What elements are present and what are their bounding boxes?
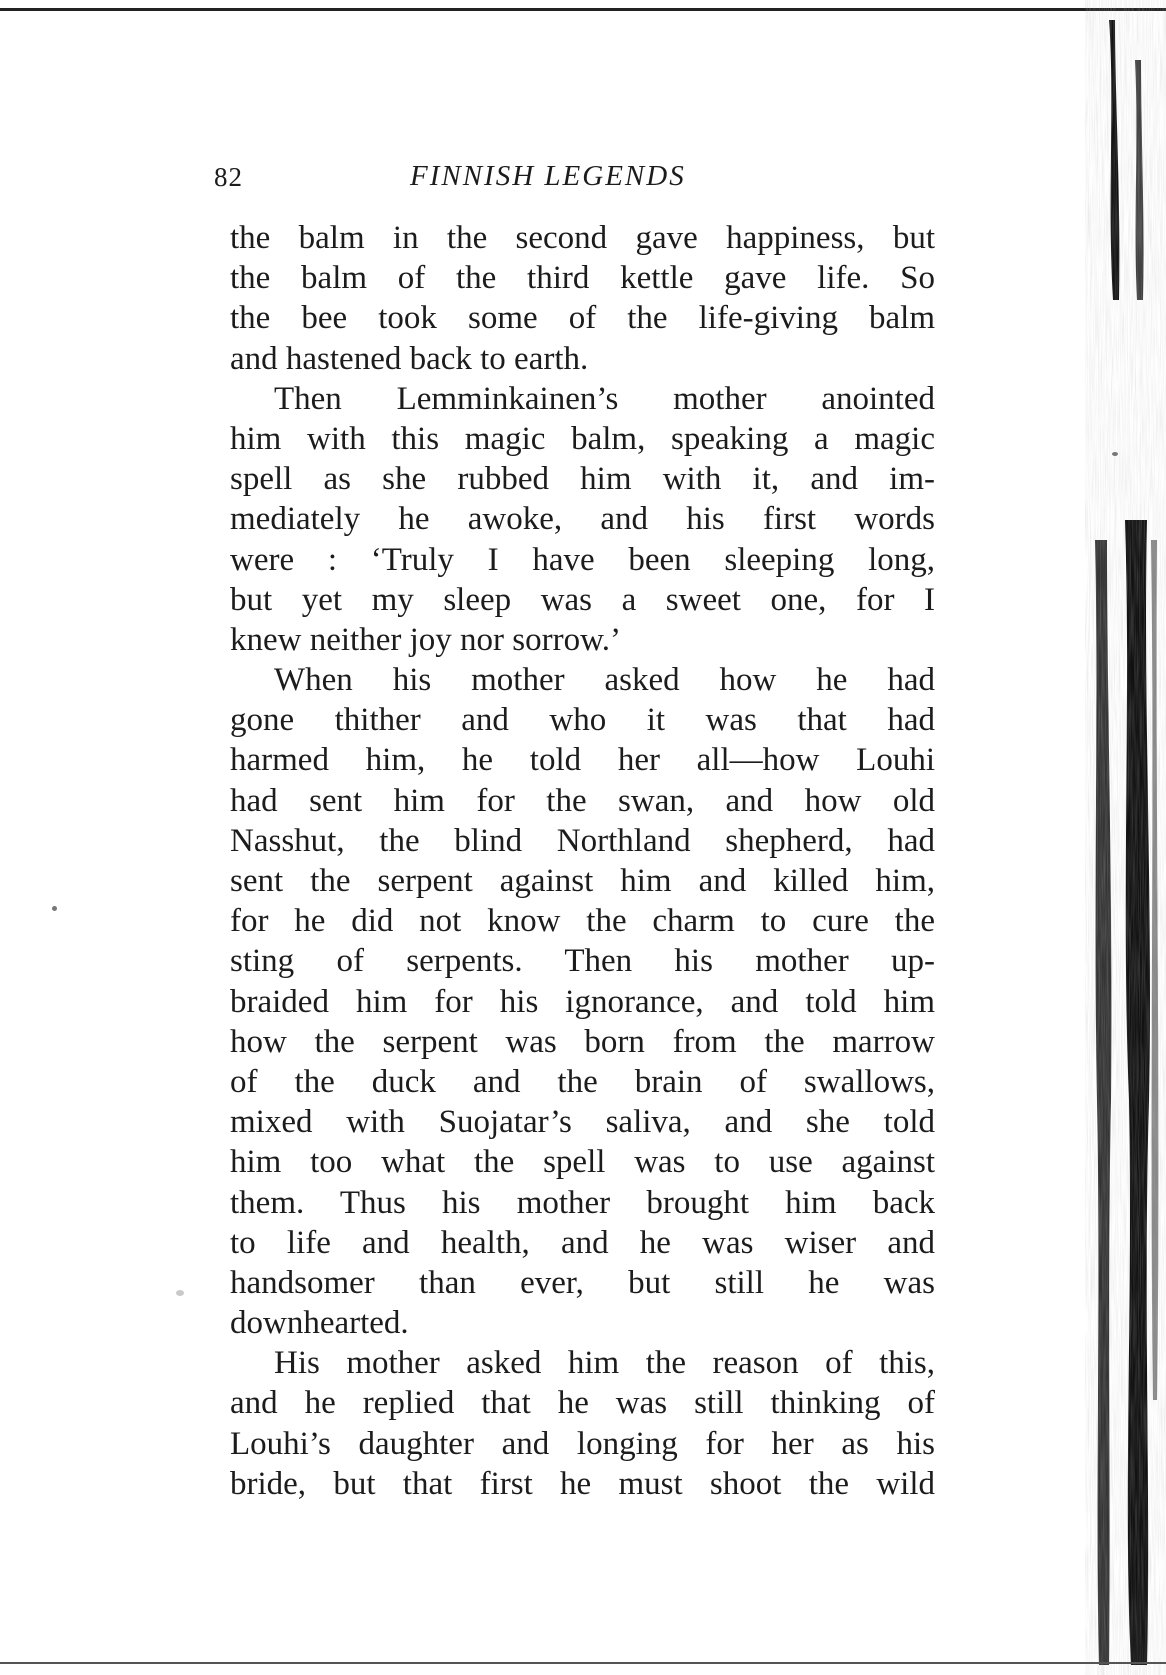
paper-speck <box>52 906 57 911</box>
top-edge-rule <box>0 8 1166 11</box>
text-line: sent the serpent against him and killed him, <box>230 863 935 899</box>
page-number: 82 <box>214 162 243 192</box>
text-line: mixed with Suojatar’s saliva, and she told <box>230 1104 935 1141</box>
text-line: and he replied that he was still thinking of <box>230 1385 935 1422</box>
paragraph-start-line: Then Lemminkainen’s mother anointed <box>274 380 935 417</box>
text-line: braided him for his ignorance, and told him <box>230 983 935 1020</box>
text-line: the balm of the third kettle gave life. So <box>230 260 935 297</box>
binding-gutter-shadow <box>1085 0 1166 1675</box>
text-line: him with this magic balm, speaking a magic <box>230 420 935 457</box>
text-line: handsomer than ever, but still he was <box>230 1264 935 1301</box>
text-line: Nasshut, the blind Northland shepherd, had <box>230 822 935 859</box>
text-line: them. Thus his mother brought him back <box>230 1184 935 1221</box>
text-line: to life and health, and he was wiser and <box>230 1224 935 1261</box>
paper-speck <box>176 1290 184 1296</box>
text-line: for he did not know the charm to cure the <box>230 903 935 940</box>
text-line: mediately he awoke, and his first words <box>230 501 935 538</box>
text-line: and hastened back to earth. <box>230 340 589 377</box>
text-line: Louhi’s daughter and longing for her as his <box>230 1425 935 1462</box>
text-line: had sent him for the swan, and how old <box>230 782 935 819</box>
text-line: how the serpent was born from the marrow <box>230 1023 935 1060</box>
text-line: sting of serpents. Then his mother up- <box>230 943 935 980</box>
text-line: harmed him, he told her all—how Louhi <box>230 742 935 779</box>
text-line: but yet my sleep was a sweet one, for I <box>230 581 935 618</box>
text-line: knew neither joy nor sorrow.’ <box>230 621 622 658</box>
paragraph-start-line: When his mother asked how he had <box>274 662 935 699</box>
body-text <box>230 218 935 1504</box>
text-line: downhearted. <box>230 1305 409 1342</box>
text-line: him too what the spell was to use against <box>230 1144 935 1181</box>
text-line: were : ‘Truly I have been sleeping long, <box>230 541 935 578</box>
paragraph-start-line: His mother asked him the reason of this, <box>274 1345 935 1382</box>
bottom-edge-rule <box>0 1662 1166 1664</box>
text-line: the bee took some of the life-giving balm <box>230 300 935 337</box>
text-line: the balm in the second gave happiness, but <box>230 220 935 256</box>
text-line: of the duck and the brain of swallows, <box>230 1063 935 1100</box>
text-line: bride, but that first he must shoot the wild <box>230 1465 935 1502</box>
paper-speck <box>1112 452 1118 456</box>
running-title: FINNISH LEGENDS <box>410 160 686 192</box>
text-line: spell as she rubbed him with it, and im- <box>230 461 935 498</box>
text-line: gone thither and who it was that had <box>230 702 935 739</box>
